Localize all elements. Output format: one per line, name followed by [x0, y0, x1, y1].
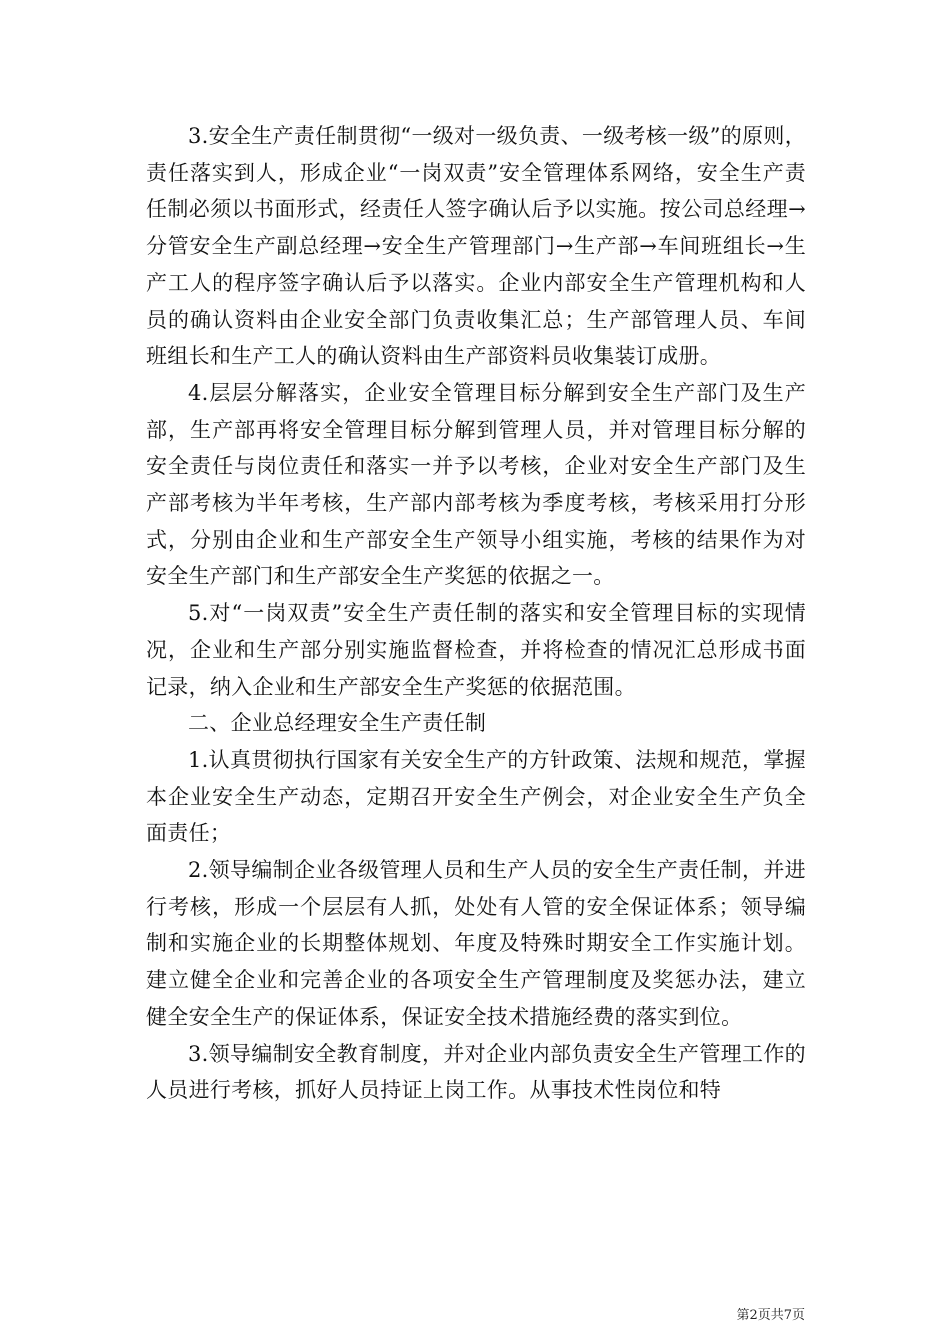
paragraph-layered-decomposition: 4.层层分解落实，企业安全管理目标分解到安全生产部门及生产部，生产部再将安全管理目标分解到管理人员，并对管理目标分解的安全责任与岗位责任和落实一并予以考核，企业对安全生产部门及生产部考核为半年考核，生产部内部考核为季度考核，考核采用打分形式，分别由企业和生产部安全生产领导小组实施，考核的结果作为对安全生产部门和生产部安全生产奖惩的依据之一。 [146, 380, 806, 589]
paragraph-implement-policies: 1.认真贯彻执行国家有关安全生产的方针政策、法规和规范，掌握本企业安全生产动态，定期召开安全生产例会，对企业安全生产负全面责任； [146, 747, 806, 846]
section-heading-general-manager: 二、企业总经理安全生产责任制 [188, 711, 487, 736]
paragraph-supervision-inspection: 5.对“一岗双责”安全生产责任制的落实和安全管理目标的实现情况，企业和生产部分别实施监督检查，并将检查的情况汇总形成书面记录，纳入企业和生产部安全生产奖惩的依据范围。 [146, 601, 806, 699]
paragraph-lead-responsibility-system: 2.领导编制企业各级管理人员和生产人员的安全生产责任制，并进行考核，形成一个层层有人抓，处处有人管的安全保证体系；领导编制和实施企业的长期整体规划、年度及特殊时期安全工作实施计划。建立健全企业和完善企业的各项安全生产管理制度及奖惩办法，建立健全安全生产的保证体系，保证安全技术措施经费的落实到位。 [146, 858, 806, 1029]
paragraph-responsibility-principle: 3.安全生产责任制贯彻“一级对一级负责、一级考核一级”的原则，责任落实到人，形成企业“一岗双责”安全管理体系网络，安全生产责任制必须以书面形式，经责任人签字确认后予以实施。按公司总经理→分管安全生产副总经理→安全生产管理部门→生产部→车间班组长→生产工人的程序签字确认后予以落实。企业内部安全生产管理机构和人员的确认资料由企业安全部门负责收集汇总；生产部管理人员、车间班组长和生产工人的确认资料由生产部资料员收集装订成册。 [146, 124, 806, 369]
document-body [146, 118, 806, 1109]
paragraph-safety-education: 3.领导编制安全教育制度，并对企业内部负责安全生产管理工作的人员进行考核，抓好人员持证上岗工作。从事技术性岗位和特 [146, 1041, 806, 1103]
page-number-footer: 第2页共7页 [736, 1308, 805, 1323]
